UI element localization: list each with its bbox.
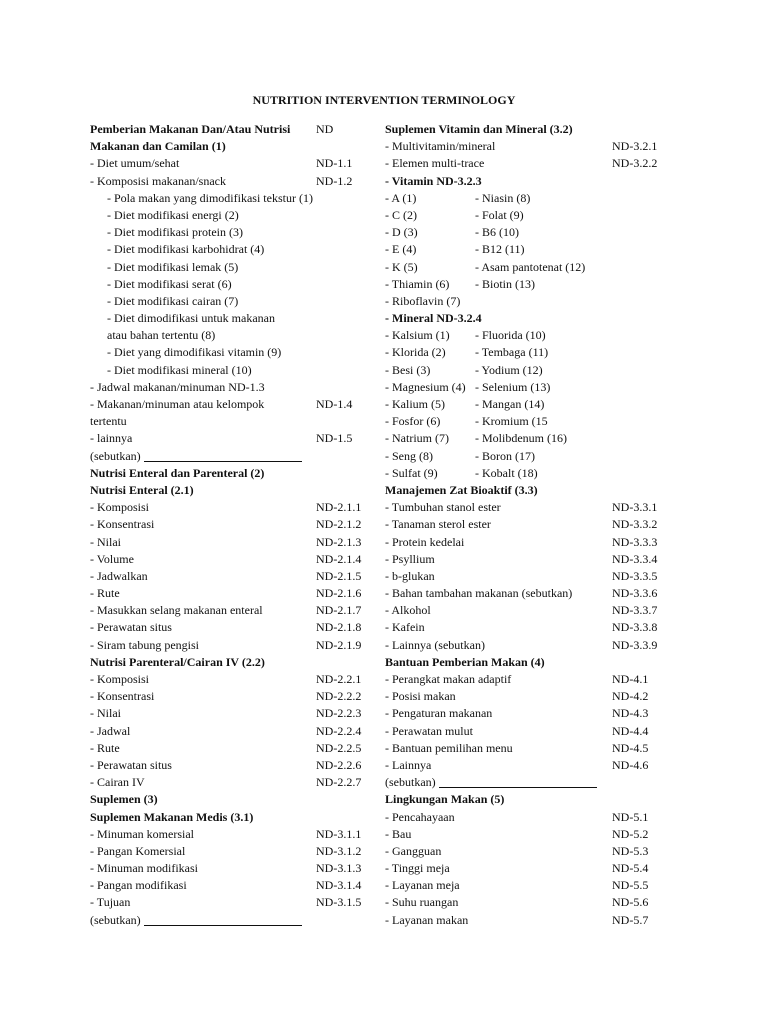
term-label: - Protein kedelai — [385, 534, 465, 549]
term-label: - Komposisi — [90, 500, 150, 515]
term-label: - Seng (8) — [385, 448, 433, 463]
term-row — [385, 138, 675, 155]
term-label: - Diet yang dimodifikasi vitamin (9) — [107, 345, 282, 360]
term-code: ND-3.1.1 — [316, 826, 362, 841]
term-code: ND-4.5 — [612, 740, 649, 755]
term-label: tertentu — [90, 414, 127, 429]
term-code: ND-4.4 — [612, 723, 649, 738]
term-label: - Rute — [90, 586, 120, 601]
term-label: - Pangan Komersial — [90, 843, 186, 858]
term-label: - Elemen multi-trace — [385, 156, 485, 171]
term-row — [90, 379, 370, 396]
term-row — [90, 585, 370, 602]
term-row — [385, 826, 675, 843]
term-label: - Diet modifikasi cairan (7) — [107, 293, 239, 308]
term-code: ND-3.1.2 — [316, 843, 362, 858]
term-row — [90, 757, 370, 774]
term-row — [385, 499, 675, 516]
term-row — [90, 637, 370, 654]
term-code: ND-4.3 — [612, 706, 649, 721]
term-row — [385, 155, 675, 172]
section-heading — [90, 809, 370, 826]
term-code: ND-3.3.8 — [612, 620, 658, 635]
term-code: ND-2.2.2 — [316, 689, 362, 704]
section-heading — [385, 173, 675, 190]
term-label: - Lainnya (sebutkan) — [385, 637, 485, 652]
term-label: - lainnya — [90, 431, 133, 446]
term-label: - Komposisi — [90, 672, 150, 686]
term-row — [90, 276, 370, 293]
term-row — [90, 534, 370, 551]
term-code: ND-1.1 — [316, 156, 353, 171]
term-row — [90, 430, 370, 447]
term-label: Lingkungan Makan (5) — [385, 792, 505, 807]
term-row — [385, 860, 675, 877]
term-row — [90, 705, 370, 722]
term-code: ND-3.3.9 — [612, 637, 658, 652]
term-row — [90, 173, 370, 190]
term-label: - Riboflavin (7) — [385, 293, 461, 308]
term-code: ND-3.3.6 — [612, 586, 658, 601]
term-label: - Kalsium (1) — [385, 328, 450, 343]
term-code: ND-5.7 — [612, 912, 649, 927]
term-row — [385, 843, 675, 860]
term-row — [385, 912, 675, 929]
term-label: (sebutkan) — [90, 448, 302, 465]
term-row — [385, 809, 675, 826]
term-label: - Diet modifikasi energi (2) — [107, 207, 239, 222]
term-label: - Diet umum/sehat — [90, 156, 180, 171]
term-row — [385, 207, 675, 224]
term-row — [90, 516, 370, 533]
fill-in-blank — [144, 913, 302, 926]
term-row — [90, 396, 370, 413]
term-label: - Psyllium — [385, 551, 435, 566]
term-row — [385, 705, 675, 722]
term-label: - Bantuan pemilihan menu — [385, 740, 513, 755]
term-label: - Thiamin (6) — [385, 276, 450, 291]
term-label: - Posisi makan — [385, 689, 456, 704]
term-code: ND-4.2 — [612, 689, 649, 704]
term-code: ND-2.1.8 — [316, 620, 362, 635]
term-row — [385, 344, 675, 361]
term-code: ND-3.2.1 — [612, 139, 658, 154]
term-row — [90, 224, 370, 241]
term-label-second: - Folat (9) — [475, 207, 524, 222]
term-label: - Diet modifikasi serat (6) — [107, 276, 232, 291]
section-heading — [90, 465, 370, 482]
term-code: ND-3.1.4 — [316, 878, 362, 893]
section-heading — [90, 138, 370, 155]
term-label: Suplemen (3) — [90, 792, 158, 807]
term-label: Nutrisi Enteral (2.1) — [90, 482, 194, 497]
term-label: Nutrisi Enteral dan Parenteral (2) — [90, 465, 265, 480]
term-row — [385, 224, 675, 241]
term-label: - Lainnya — [385, 757, 432, 772]
term-label: - Volume — [90, 551, 134, 566]
term-row — [90, 860, 370, 877]
term-label: - Konsentrasi — [90, 517, 155, 532]
term-code: ND-5.6 — [612, 895, 649, 910]
term-label-second: - Kromium (15 — [475, 414, 548, 429]
term-code: ND-2.1.2 — [316, 517, 362, 532]
term-label-second: - Yodium (12) — [475, 362, 543, 377]
term-row — [385, 396, 675, 413]
term-label: - Rute — [90, 740, 120, 755]
term-row — [90, 413, 370, 430]
term-code: ND-2.1.4 — [316, 551, 362, 566]
term-code: ND-3.1.3 — [316, 861, 362, 876]
left-column — [90, 121, 370, 929]
term-label: - Diet modifikasi lemak (5) — [107, 259, 239, 274]
term-label: Bantuan Pemberian Makan (4) — [385, 654, 545, 669]
fill-in-blank — [439, 775, 597, 788]
term-row — [90, 843, 370, 860]
term-label: - Layanan meja — [385, 878, 460, 893]
term-row — [385, 585, 675, 602]
term-row — [90, 310, 370, 327]
term-label: - Natrium (7) — [385, 431, 449, 446]
term-row — [385, 619, 675, 636]
term-label: - Komposisi makanan/snack — [90, 173, 226, 188]
term-row — [90, 241, 370, 258]
term-row — [90, 774, 370, 791]
term-label: - Tanaman sterol ester — [385, 517, 491, 532]
term-row — [90, 448, 370, 465]
section-heading — [385, 654, 675, 671]
section-heading — [90, 654, 370, 671]
term-label: - Jadwal — [90, 723, 131, 738]
term-label: - Perawatan situs — [90, 620, 172, 635]
term-label: (sebutkan) — [385, 774, 597, 791]
term-label: - E (4) — [385, 242, 417, 257]
term-label-second: - Selenium (13) — [475, 379, 551, 394]
term-row — [385, 190, 675, 207]
term-label: - Bahan tambahan makanan (sebutkan) — [385, 586, 573, 601]
term-label: - D (3) — [385, 225, 418, 240]
term-label: - Tumbuhan stanol ester — [385, 500, 501, 515]
term-code: ND-1.2 — [316, 173, 353, 188]
term-label: - Perawatan mulut — [385, 723, 473, 738]
term-label: - Pangan modifikasi — [90, 878, 187, 893]
term-label: - Gangguan — [385, 843, 442, 858]
term-label: - C (2) — [385, 207, 417, 222]
term-row — [90, 155, 370, 172]
term-label: - Magnesium (4) — [385, 379, 466, 394]
term-row — [385, 877, 675, 894]
term-row — [385, 757, 675, 774]
term-label: - Fosfor (6) — [385, 414, 441, 429]
term-label-second: - B12 (11) — [475, 242, 525, 257]
fill-in-blank — [144, 449, 302, 462]
term-label: - Perangkat makan adaptif — [385, 672, 512, 686]
term-label: - Mineral ND-3.2.4 — [385, 311, 482, 326]
term-label: - Suhu ruangan — [385, 895, 459, 910]
term-row — [385, 534, 675, 551]
term-row — [385, 465, 675, 482]
term-row — [90, 499, 370, 516]
term-row — [385, 413, 675, 430]
term-row — [385, 671, 675, 688]
term-row — [385, 602, 675, 619]
term-label-second: - Biotin (13) — [475, 276, 535, 291]
term-label: - b-glukan — [385, 568, 435, 583]
term-row — [385, 723, 675, 740]
term-code: ND-3.3.4 — [612, 551, 658, 566]
term-code: ND-3.2.2 — [612, 156, 658, 171]
term-row — [90, 259, 370, 276]
term-label: Pemberian Makanan Dan/Atau Nutrisi — [90, 122, 291, 136]
term-row — [90, 190, 370, 207]
term-row — [90, 912, 370, 929]
term-row — [385, 430, 675, 447]
term-row — [385, 688, 675, 705]
term-row — [385, 448, 675, 465]
term-label: - Layanan makan — [385, 912, 469, 927]
term-row — [385, 379, 675, 396]
term-label-second: - Kobalt (18) — [475, 465, 538, 480]
term-code: ND-2.1.5 — [316, 568, 362, 583]
term-row — [385, 568, 675, 585]
term-label: - Diet modifikasi protein (3) — [107, 225, 243, 240]
term-label: - Pola makan yang dimodifikasi tekstur (1) — [107, 190, 313, 205]
term-code: ND-2.2.6 — [316, 757, 362, 772]
term-label: - Kafein — [385, 620, 425, 635]
term-label: - K (5) — [385, 259, 418, 274]
term-label: (sebutkan) — [90, 912, 302, 929]
term-code: ND-2.1.7 — [316, 603, 362, 618]
term-label: - Vitamin ND-3.2.3 — [385, 173, 482, 188]
term-code: ND-2.2.1 — [316, 672, 362, 686]
term-row — [90, 877, 370, 894]
section-heading — [90, 791, 370, 808]
term-row — [385, 362, 675, 379]
term-row — [90, 207, 370, 224]
term-row — [90, 568, 370, 585]
term-label: - Diet modifikasi mineral (10) — [107, 362, 252, 377]
term-label: - Alkohol — [385, 603, 431, 618]
term-code: ND-3.3.2 — [612, 517, 658, 532]
term-code: ND-2.1.3 — [316, 534, 362, 549]
term-label: - Jadwal makanan/minuman ND-1.3 — [90, 379, 265, 394]
term-code: ND-1.5 — [316, 431, 353, 446]
term-row — [385, 276, 675, 293]
term-code: ND-4.6 — [612, 757, 649, 772]
term-label: - Multivitamin/mineral — [385, 139, 496, 154]
term-label: - Klorida (2) — [385, 345, 446, 360]
term-label: - Kalium (5) — [385, 397, 445, 411]
section-heading — [385, 310, 675, 327]
term-code: ND-2.2.7 — [316, 775, 362, 790]
term-label: - Pencahayaan — [385, 809, 455, 824]
term-label-second: - Molibdenum (16) — [475, 431, 567, 446]
term-row — [90, 723, 370, 740]
term-code: ND-1.4 — [316, 397, 353, 411]
term-label: Manajemen Zat Bioaktif (3.3) — [385, 482, 538, 497]
term-row — [385, 774, 675, 791]
term-row — [90, 740, 370, 757]
term-label: atau bahan tertentu (8) — [107, 328, 216, 343]
term-row — [385, 516, 675, 533]
term-label: - Tujuan — [90, 895, 131, 910]
term-row — [90, 327, 370, 344]
term-row — [90, 826, 370, 843]
term-code: ND-5.3 — [612, 843, 649, 858]
term-label-second: - B6 (10) — [475, 225, 519, 240]
section-heading — [90, 482, 370, 499]
term-label: Makanan dan Camilan (1) — [90, 139, 226, 154]
term-code: ND-3.3.7 — [612, 603, 658, 618]
term-label: - Perawatan situs — [90, 757, 172, 772]
term-label: - Konsentrasi — [90, 689, 155, 704]
term-code: ND-2.2.4 — [316, 723, 362, 738]
term-label: Suplemen Makanan Medis (3.1) — [90, 809, 254, 824]
term-label: - Besi (3) — [385, 362, 431, 377]
page-title: NUTRITION INTERVENTION TERMINOLOGY — [252, 93, 516, 107]
term-label: - Siram tabung pengisi — [90, 637, 199, 652]
section-heading — [90, 121, 370, 138]
section-heading — [385, 121, 675, 138]
term-row — [385, 293, 675, 310]
term-label: - Nilai — [90, 534, 121, 549]
term-code: ND-5.5 — [612, 878, 649, 893]
section-heading — [385, 791, 675, 808]
term-row — [90, 293, 370, 310]
term-label-second: - Mangan (14) — [475, 397, 545, 411]
section-heading — [385, 482, 675, 499]
term-label: - Minuman komersial — [90, 826, 194, 841]
term-label-second: - Niasin (8) — [475, 190, 531, 205]
term-label: - Makanan/minuman atau kelompok — [90, 397, 265, 411]
term-row — [385, 327, 675, 344]
term-row — [90, 619, 370, 636]
term-row — [90, 551, 370, 568]
term-label: - Bau — [385, 826, 412, 841]
term-row — [90, 602, 370, 619]
term-row — [90, 894, 370, 911]
term-code: ND-3.3.1 — [612, 500, 658, 515]
term-row — [90, 688, 370, 705]
term-label: - Diet dimodifikasi untuk makanan — [107, 311, 275, 326]
term-label: - Diet modifikasi karbohidrat (4) — [107, 242, 265, 257]
term-code: ND-2.1.9 — [316, 637, 362, 652]
term-code: ND-2.2.5 — [316, 740, 362, 755]
term-code: ND-5.2 — [612, 826, 649, 841]
term-code: ND-2.1.6 — [316, 586, 362, 601]
term-row — [385, 241, 675, 258]
right-column — [385, 121, 675, 929]
term-label-second: - Asam pantotenat (12) — [475, 259, 586, 274]
term-label-second: - Boron (17) — [475, 448, 535, 463]
term-code: ND-5.1 — [612, 809, 649, 824]
term-code: ND-4.1 — [612, 672, 649, 686]
term-label: - Nilai — [90, 706, 121, 721]
term-row — [385, 259, 675, 276]
term-row — [90, 362, 370, 379]
term-row — [90, 671, 370, 688]
term-code: ND-2.1.1 — [316, 500, 362, 515]
term-code: ND-3.3.3 — [612, 534, 658, 549]
term-code: ND-2.2.3 — [316, 706, 362, 721]
term-row — [385, 551, 675, 568]
term-label: - Pengaturan makanan — [385, 706, 493, 721]
term-label: Suplemen Vitamin dan Mineral (3.2) — [385, 122, 573, 136]
term-label: - Jadwalkan — [90, 568, 148, 583]
term-label: Nutrisi Parenteral/Cairan IV (2.2) — [90, 654, 265, 669]
term-code: ND-3.3.5 — [612, 568, 658, 583]
term-row — [90, 344, 370, 361]
term-code: ND-3.1.5 — [316, 895, 362, 910]
term-label-second: - Tembaga (11) — [475, 345, 549, 360]
term-code: ND — [316, 122, 334, 136]
term-row — [385, 740, 675, 757]
term-label: - Tinggi meja — [385, 861, 450, 876]
term-row — [385, 637, 675, 654]
term-label: - Sulfat (9) — [385, 465, 438, 480]
term-label: - Minuman modifikasi — [90, 861, 198, 876]
term-row — [385, 894, 675, 911]
term-label: - A (1) — [385, 190, 417, 205]
term-label: - Cairan IV — [90, 775, 145, 790]
term-code: ND-5.4 — [612, 861, 649, 876]
term-label-second: - Fluorida (10) — [475, 328, 546, 343]
term-label: - Masukkan selang makanan enteral — [90, 603, 263, 618]
